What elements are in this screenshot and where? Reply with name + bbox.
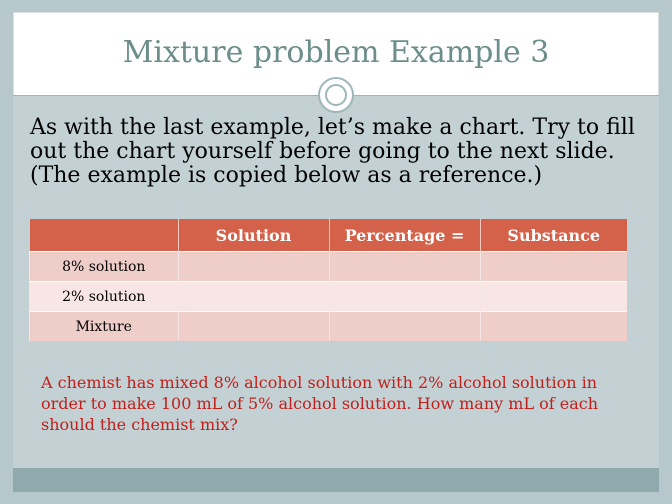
header-cell-substance: Substance bbox=[480, 219, 627, 252]
row-label: 2% solution bbox=[30, 282, 179, 312]
intro-text: As with the last example, let’s make a chart. Try to fill out the chart yourself before going to the next slide. (The example is copied below as a reference.) bbox=[30, 115, 635, 188]
circle-ornament-icon bbox=[318, 77, 354, 113]
table-cell bbox=[329, 282, 480, 312]
table-cell bbox=[329, 312, 480, 342]
table-cell bbox=[178, 252, 329, 282]
table-cell bbox=[480, 312, 627, 342]
row-label: Mixture bbox=[30, 312, 179, 342]
circle-ornament-inner bbox=[325, 84, 347, 106]
table-row bbox=[30, 282, 628, 312]
table-cell bbox=[480, 282, 627, 312]
footer-bar bbox=[13, 468, 659, 492]
table-cell bbox=[329, 252, 480, 282]
header-cell-blank bbox=[30, 219, 179, 252]
slide-title: Mixture problem Example 3 bbox=[122, 35, 550, 70]
row-label: 8% solution bbox=[30, 252, 179, 282]
table-cell bbox=[480, 252, 627, 282]
mixture-chart bbox=[29, 219, 627, 341]
chart-header-row bbox=[30, 219, 628, 252]
table-row bbox=[30, 252, 628, 282]
problem-statement: A chemist has mixed 8% alcohol solution with 2% alcohol solution in order to make 100 mL of 5% alcohol solution. How many mL of each should the chemist mix? bbox=[41, 373, 599, 434]
header-cell-solution: Solution bbox=[178, 219, 329, 252]
header-cell-percentage: Percentage = bbox=[329, 219, 480, 252]
table-row bbox=[30, 312, 628, 342]
table-cell bbox=[178, 312, 329, 342]
table-cell bbox=[178, 282, 329, 312]
